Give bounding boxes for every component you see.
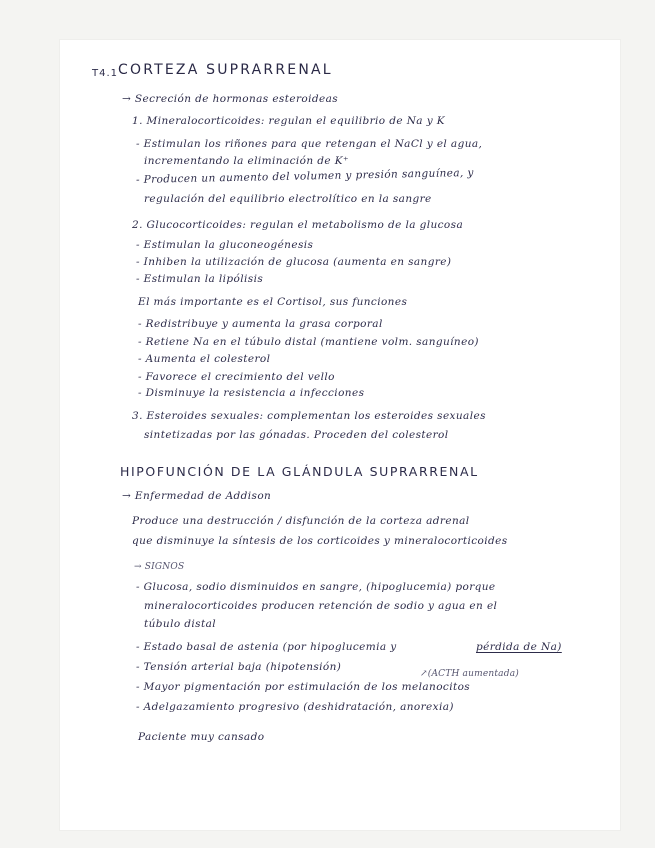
sign-line: - Estado basal de astenia (por hipoglucemia y [136, 641, 397, 653]
note-line: regulación del equilibrio electrolítico en la sangre [144, 193, 432, 205]
section-title: HIPOFUNCIÓN DE LA GLÁNDULA SUPRARRENAL [120, 464, 479, 479]
sexual-heading: 3. Esteroides sexuales: complementan los esteroides sexuales [132, 410, 486, 422]
note-line: sintetizadas por las gónadas. Proceden del colesterol [144, 429, 449, 441]
gluco-heading: 2. Glucocorticoides: regulan el metabolismo de la glucosa [132, 219, 464, 231]
sign-line: - Glucosa, sodio disminuidos en sangre, (hipoglucemia) porque [136, 581, 496, 593]
note-line: - Retiene Na en el túbulo distal (mantiene volm. sanguíneo) [138, 336, 479, 348]
unit-tag: T4.1 [92, 68, 119, 79]
note-line: - Favorece el crecimiento del vello [138, 371, 335, 383]
note-line: - Producen un aumento del volumen y presión sanguínea, y [135, 166, 474, 186]
page-title: CORTEZA SUPRARRENAL [118, 62, 333, 78]
note-line: El más importante es el Cortisol, sus funciones [138, 296, 408, 308]
note-line: - Inhiben la utilización de glucosa (aumenta en sangre) [136, 256, 452, 268]
note-line: - Disminuye la resistencia a infecciones [138, 387, 365, 399]
description-line: Produce una destrucción / disfunción de la corteza adrenal [132, 515, 470, 527]
addison-line: → Enfermedad de Addison [122, 490, 272, 502]
note-line: - Estimulan los riñones para que retengan el NaCl y el agua, [136, 138, 483, 150]
secretion-line: → Secreción de hormonas esteroideas [122, 93, 339, 105]
underlined-note: pérdida de Na) [476, 641, 562, 653]
sign-line: mineralocorticoides producen retención de sodio y agua en el [144, 600, 498, 612]
mineral-heading: 1. Mineralocorticoides: regulan el equilibrio de Na y K [132, 115, 446, 127]
note-line: - Estimulan la lipólisis [136, 273, 264, 285]
note-line: - Estimulan la gluconeogénesis [136, 239, 314, 251]
acth-note: ↗(ACTH aumentada) [420, 669, 519, 679]
notebook-page [60, 40, 620, 830]
signs-label: → SIGNOS [134, 562, 185, 572]
closing-note: Paciente muy cansado [138, 731, 265, 743]
sign-line: - Adelgazamiento progresivo (deshidratación, anorexia) [136, 701, 454, 713]
note-line: - Aumenta el colesterol [138, 353, 271, 365]
description-line: que disminuye la síntesis de los corticoides y mineralocorticoides [132, 535, 508, 547]
sign-line: túbulo distal [144, 618, 216, 630]
sign-line: - Mayor pigmentación por estimulación de los melanocitos [136, 681, 471, 693]
note-line: - Redistribuye y aumenta la grasa corporal [138, 318, 383, 330]
note-line: incrementando la eliminación de K⁺ [144, 155, 349, 167]
sign-line: - Tensión arterial baja (hipotensión) [136, 661, 342, 673]
